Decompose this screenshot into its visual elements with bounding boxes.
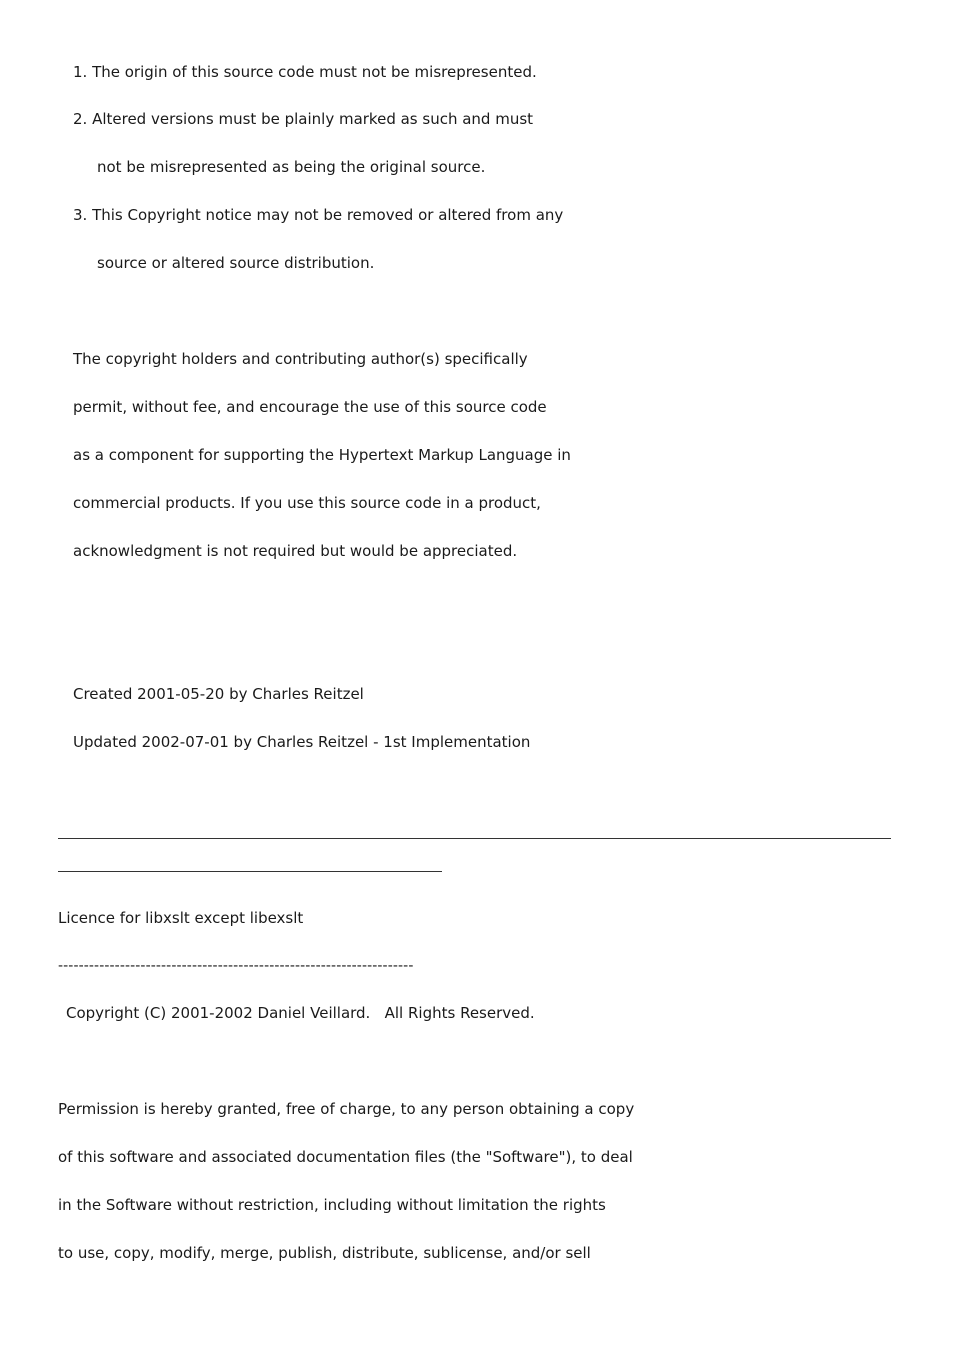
condition-3-line-1: 3. This Copyright notice may not be removed or altered from any [73, 206, 564, 224]
separator-rule-short [58, 871, 442, 872]
condition-2-line-2: not be misrepresented as being the original source. [97, 158, 486, 176]
section-title: Licence for libxslt except libexslt [58, 909, 304, 927]
permit-line-1: The copyright holders and contributing author(s) specifically [73, 350, 528, 368]
separator-rule-long [58, 838, 891, 839]
permit-line-2: permit, without fee, and encourage the use of this source code [73, 398, 547, 416]
permit-line-5: acknowledgment is not required but would be appreciated. [73, 542, 518, 560]
permission-line-2: of this software and associated documentation files (the "Software"), to deal [58, 1148, 633, 1166]
permit-line-4: commercial products. If you use this source code in a product, [73, 494, 541, 512]
permission-line-1: Permission is hereby granted, free of charge, to any person obtaining a copy [58, 1100, 635, 1118]
section-dash-underline: --------------------------------------------------------------------- [58, 958, 414, 974]
condition-1: 1. The origin of this source code must not be misrepresented. [73, 63, 537, 81]
created-note: Created 2001-05-20 by Charles Reitzel [73, 685, 364, 703]
condition-2-line-1: 2. Altered versions must be plainly marked as such and must [73, 110, 534, 128]
updated-note: Updated 2002-07-01 by Charles Reitzel - 1st Implementation [73, 733, 531, 751]
condition-3-line-2: source or altered source distribution. [97, 254, 375, 272]
permit-line-3: as a component for supporting the Hypertext Markup Language in [73, 446, 571, 464]
permission-line-4: to use, copy, modify, merge, publish, distribute, sublicense, and/or sell [58, 1244, 591, 1262]
copyright-line: Copyright (C) 2001-2002 Daniel Veillard. All Rights Reserved. [66, 1004, 535, 1022]
permission-line-3: in the Software without restriction, including without limitation the rights [58, 1196, 606, 1214]
